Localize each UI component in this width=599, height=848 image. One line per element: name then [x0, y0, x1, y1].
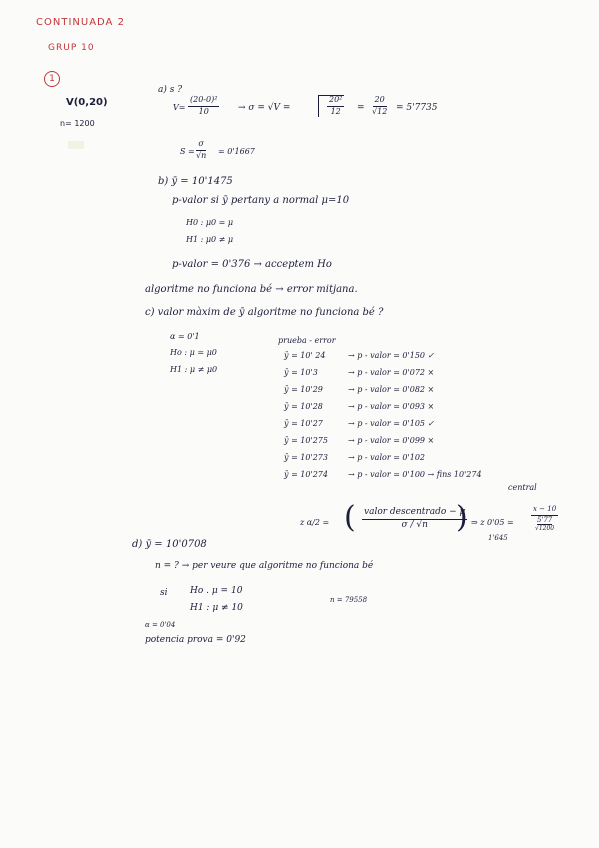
- variance-lhs: V=: [173, 103, 186, 112]
- x-numerator: x − 10: [531, 506, 558, 516]
- part-c-h1: H1 : μ ≠ μ0: [170, 365, 218, 374]
- group-label: GRUP 10: [48, 43, 95, 53]
- s-lhs: S =: [180, 147, 195, 156]
- sigma-result: = 5'7735: [396, 103, 438, 113]
- equals-sign: =: [357, 103, 365, 113]
- part-d-h0: Ho . μ = 10: [190, 586, 243, 596]
- trial-title: prueba - error: [278, 336, 336, 345]
- central-note: central: [508, 483, 537, 492]
- sqrt-numerator: 20²: [327, 96, 344, 107]
- part-d-line1: n = ? → per veure que algoritme no funciona bé: [155, 561, 374, 571]
- part-d-potencia: potencia prova = 0'92: [145, 635, 246, 645]
- part-c-label: c) valor màxim de ȳ algoritme no funciona bé ?: [145, 307, 384, 318]
- s-result: = 0'1667: [218, 147, 255, 156]
- trial-p: → p - valor = 0'093 ×: [348, 402, 435, 411]
- z-denominator: σ / √n: [401, 519, 428, 530]
- problem-number: 1: [44, 71, 60, 87]
- sqrt-denominator: 12: [330, 106, 341, 116]
- part-c-alpha: α = 0'1: [170, 332, 200, 341]
- sigma-expression: → σ = √V =: [238, 103, 291, 113]
- variance-fraction: [188, 96, 219, 117]
- trial-p: → p - valor = 0'105 ✓: [348, 419, 435, 428]
- page-title: CONTINUADA 2: [36, 17, 125, 28]
- trial-y: ȳ = 10'275: [284, 436, 328, 445]
- part-c-h0: Ho : μ = μ0: [170, 348, 217, 357]
- x-den-top: 5'77: [536, 515, 553, 524]
- part-b-pvalue: p-valor = 0'376 → acceptem Ho: [172, 259, 332, 270]
- trial-y: ȳ = 10'29: [284, 385, 323, 394]
- part-b-h0: H0 : μ0 = μ: [186, 218, 234, 227]
- part-b-h1: H1 : μ0 ≠ μ: [186, 235, 234, 244]
- trial-y: ȳ = 10' 24: [284, 351, 326, 360]
- trial-y: ȳ = 10'28: [284, 402, 323, 411]
- open-paren: (: [344, 500, 356, 535]
- part-d-alpha: α = 0'04: [145, 621, 176, 629]
- trial-p: → p - valor = 0'072 ×: [348, 368, 435, 377]
- variance-denominator: 10: [198, 106, 209, 116]
- part-d-si: si: [160, 588, 168, 598]
- s-fraction: [196, 140, 206, 161]
- part-d-label: d) ȳ = 10'0708: [132, 539, 207, 550]
- part-b-conclusion: algoritme no funciona bé → error mitjana.: [145, 284, 358, 295]
- variance-numerator: (20-0)²: [188, 96, 219, 107]
- trial-p: → p - valor = 0'082 ×: [348, 385, 435, 394]
- s-numerator: σ: [196, 140, 205, 151]
- root-numerator: 20: [373, 96, 387, 107]
- s-denominator: √n: [196, 150, 207, 160]
- trial-y: ȳ = 10'3: [284, 368, 318, 377]
- trial-p: → p - valor = 0'102: [348, 453, 425, 462]
- close-paren: ): [456, 500, 468, 535]
- x-fraction: [531, 506, 558, 533]
- z-lhs: z α/2 =: [300, 518, 330, 527]
- part-b-line1: p-valor si ȳ pertany a normal μ=10: [172, 195, 350, 206]
- x-den-bottom: √1200: [535, 525, 555, 533]
- part-d-h1: H1 : μ ≠ 10: [190, 603, 243, 613]
- sqrt-fraction: [318, 95, 344, 117]
- z-numerator: valor descentrado − μ: [362, 508, 467, 520]
- part-d-n: n = 79558: [330, 596, 368, 604]
- z-value: 1'645: [488, 534, 508, 542]
- distribution-label: V(0,20): [66, 97, 108, 108]
- trial-p: → p - valor = 0'099 ×: [348, 436, 435, 445]
- trial-p: → p - valor = 0'100 → fins 10'274: [348, 470, 482, 479]
- highlighter-mark: [68, 141, 84, 149]
- trial-y: ȳ = 10'273: [284, 453, 328, 462]
- trial-y: ȳ = 10'274: [284, 470, 328, 479]
- root-fraction: [372, 96, 387, 117]
- part-b-label: b) ȳ = 10'1475: [158, 176, 233, 187]
- part-a-label: a) s ?: [158, 85, 183, 95]
- sample-size: n= 1200: [60, 119, 95, 128]
- z-fraction: [362, 508, 467, 531]
- trial-p: → p - valor = 0'150 ✓: [348, 351, 435, 360]
- trial-y: ȳ = 10'27: [284, 419, 323, 428]
- root-denominator: √12: [372, 106, 388, 116]
- z-rhs: ⇒ z 0'05 =: [471, 518, 514, 527]
